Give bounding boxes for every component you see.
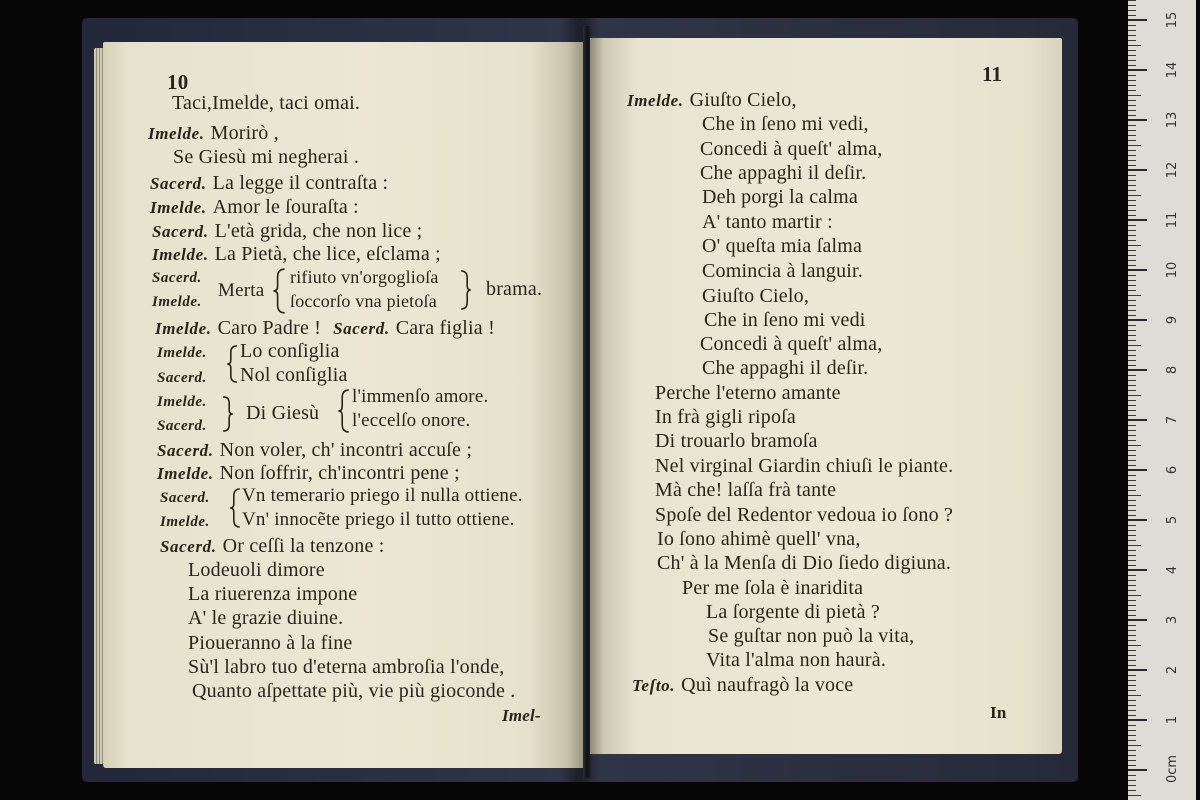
line-text: Che in ſeno mi vedi, xyxy=(702,113,869,135)
line-text: Concedi à queſt' alma, xyxy=(700,138,883,160)
line-text: Se Giesù mi negherai . xyxy=(173,146,360,168)
brace-option: Vn' innocẽte priego il tutto ottiene. xyxy=(242,509,515,530)
brace-tail-text: brama. xyxy=(486,278,543,300)
text-line xyxy=(188,558,325,582)
text-line xyxy=(702,356,868,380)
ruler-label: 11 xyxy=(1165,211,1180,229)
text-line xyxy=(700,161,866,185)
text-line xyxy=(700,332,882,356)
ruler-label: 1 xyxy=(1165,715,1180,725)
brace-close xyxy=(222,396,234,432)
speaker-name: Sacerd. xyxy=(157,441,214,460)
text-line xyxy=(152,242,441,267)
line-text: La riuerenza impone xyxy=(188,583,358,605)
ruler-label: 9 xyxy=(1165,315,1180,325)
text-line xyxy=(702,234,862,258)
text-line xyxy=(700,137,882,161)
line-text: Giuſto Cielo, xyxy=(702,285,810,307)
text-line xyxy=(655,429,818,453)
ruler-label: 2 xyxy=(1165,665,1180,675)
speaker-name: Sacerd. xyxy=(152,270,202,286)
line-text: Sù'l labro tuo d'eterna ambroſia l'onde, xyxy=(188,656,505,678)
line-text: Or ceſſi la tenzone : xyxy=(222,535,385,557)
speaker-name: Sacerd. xyxy=(150,174,207,193)
speaker-name: Sacerd. xyxy=(333,319,390,338)
line-text: La Pietà, che lice, eſclama ; xyxy=(214,243,441,265)
brace-option: Lo conſiglia xyxy=(240,340,340,362)
speaker-name: Sacerd. xyxy=(160,537,217,556)
speaker-name: Imelde. xyxy=(157,394,207,410)
speaker-name: Imelde. xyxy=(155,319,212,338)
text-line xyxy=(702,185,858,209)
line-text: Spoſe del Redentor vedoua io ſono ? xyxy=(655,504,954,526)
ruler-label: 8 xyxy=(1165,365,1180,375)
speaker-name: Sacerd. xyxy=(160,490,210,506)
speaker-name: Imelde. xyxy=(152,245,209,264)
speaker-name: Imelde. xyxy=(150,198,207,217)
text-line xyxy=(192,679,515,703)
text-line xyxy=(157,438,472,463)
ruler-label: 4 xyxy=(1165,565,1180,575)
speaker-name: Imelde. xyxy=(157,345,207,361)
line-text: Quì naufragò la voce xyxy=(681,674,854,696)
text-line xyxy=(708,624,914,648)
brace-close xyxy=(460,270,472,310)
line-text: Ch' à la Menſa di Dio ſiedo digiuna. xyxy=(657,552,952,574)
brace-option: ſoccorſo vna pietoſa xyxy=(290,291,437,311)
text-line xyxy=(706,600,880,624)
text-line xyxy=(188,606,343,630)
line-text: Cara figlia ! xyxy=(395,317,495,339)
line-text: Che in ſeno mi vedi xyxy=(704,309,866,331)
text-line xyxy=(152,219,422,244)
line-text: Di trouarlo bramoſa xyxy=(655,430,818,452)
text-line xyxy=(188,631,353,655)
line-text: Lodeuoli dimore xyxy=(188,559,325,581)
line-text: Taci,Imelde, taci omai. xyxy=(172,92,361,114)
line-text: Pioueranno à la fine xyxy=(188,632,353,654)
text-line xyxy=(150,171,388,196)
speaker-name: Sacerd. xyxy=(152,222,209,241)
brace-option: l'immenſo amore. xyxy=(352,386,489,407)
catchword: Imel- xyxy=(502,706,541,725)
text-line xyxy=(702,259,863,283)
speaker-name: Sacerd. xyxy=(157,418,207,434)
brace-open xyxy=(226,345,238,383)
line-text: Caro Padre ! xyxy=(217,317,322,339)
ruler-label: 5 xyxy=(1165,515,1180,525)
brace-option: l'eccelſo onore. xyxy=(352,410,471,431)
line-text: Vita l'alma non haurà. xyxy=(706,649,887,671)
brace-option: Vn temerario priego il nulla ottiene. xyxy=(242,485,523,506)
page-number: 11 xyxy=(982,62,1003,86)
brace-open xyxy=(337,389,350,433)
text-line xyxy=(655,381,841,405)
ruler-label: 15 xyxy=(1165,11,1180,29)
line-text: Nel virginal Giardin chiuſi le piante. xyxy=(655,455,954,477)
ruler-label: 0cm xyxy=(1165,754,1180,784)
measuring-ruler xyxy=(1128,0,1196,800)
line-text: Che appaghi il deſir. xyxy=(702,357,869,379)
line-text: Io ſono ahimè quell' vna, xyxy=(657,528,861,550)
line-text: A' le grazie diuine. xyxy=(188,607,344,629)
text-line xyxy=(657,551,951,575)
text-line xyxy=(655,405,796,429)
ruler-label: 13 xyxy=(1165,111,1180,129)
line-text: Comincia à languir. xyxy=(702,260,863,282)
line-text: L'età grida, che non lice ; xyxy=(214,220,423,242)
line-text: Giuſto Cielo, xyxy=(689,89,797,111)
text-line xyxy=(188,582,357,606)
line-text: O' queſta mia ſalma xyxy=(702,235,863,257)
line-text: Concedi à queſt' alma, xyxy=(700,333,883,355)
page-number: 10 xyxy=(167,70,189,94)
text-line xyxy=(702,112,869,136)
ruler-label: 10 xyxy=(1165,261,1180,279)
brace-open xyxy=(272,268,286,314)
brace-option: rifiuto vn'orgoglioſa xyxy=(290,267,439,287)
text-line xyxy=(148,121,279,146)
text-line xyxy=(682,576,863,600)
speaker-name: Imelde. xyxy=(148,124,205,143)
text-line xyxy=(188,655,505,679)
speaker-name: Imelde. xyxy=(157,464,214,483)
text-line xyxy=(702,284,809,308)
line-text: La legge il contraſta : xyxy=(212,172,389,194)
text-line xyxy=(172,91,360,115)
line-text: In frà gigli ripoſa xyxy=(655,406,796,428)
speaker-name: Sacerd. xyxy=(157,370,207,386)
catchword: In xyxy=(990,703,1007,722)
ruler-cm-ticks xyxy=(1128,0,1147,800)
line-text: Amor le ſouraſta : xyxy=(212,196,359,218)
ruler-label: 6 xyxy=(1165,465,1180,475)
line-text: Perche l'eterno amante xyxy=(655,382,841,404)
brace-open xyxy=(229,488,241,528)
line-text: Che appaghi il deſir. xyxy=(700,162,867,184)
text-line xyxy=(155,316,495,341)
text-line xyxy=(173,145,359,169)
brace-lead-text: Merta xyxy=(218,280,265,301)
text-line xyxy=(627,88,797,113)
text-line xyxy=(655,478,836,502)
brace-lead-text: Di Giesù xyxy=(246,402,320,424)
text-line xyxy=(704,308,866,332)
text-line xyxy=(702,210,833,234)
text-line xyxy=(160,534,385,559)
line-text: Morirò , xyxy=(210,122,279,144)
line-text: Deh porgi la calma xyxy=(702,186,858,208)
line-text: Mà che! laſſa frà tante xyxy=(655,479,837,501)
text-line xyxy=(655,503,953,527)
ruler-label: 7 xyxy=(1165,415,1180,425)
speaker-name: Imelde. xyxy=(160,514,210,530)
text-line xyxy=(632,673,853,698)
line-text: Non voler, ch' incontri accuſe ; xyxy=(219,439,473,461)
text-line xyxy=(706,648,886,672)
line-text: Se guſtar non può la vita, xyxy=(708,625,915,647)
text-line xyxy=(150,195,359,220)
ruler-label: 12 xyxy=(1165,161,1180,179)
text-line xyxy=(655,454,953,478)
line-text: Non ſoffrir, ch'incontri pene ; xyxy=(219,462,460,484)
text-line xyxy=(657,527,861,551)
line-text: Per me ſola è inaridita xyxy=(682,577,864,599)
speaker-name: Teſto. xyxy=(632,676,676,695)
ruler-label: 14 xyxy=(1165,61,1180,79)
ruler-label: 3 xyxy=(1165,615,1180,625)
speaker-name: Imelde. xyxy=(152,294,202,310)
text-line xyxy=(157,461,460,486)
line-text: A' tanto martir : xyxy=(702,211,833,233)
line-text: Quanto aſpettate più, vie più gioconde . xyxy=(192,680,516,702)
line-text: La ſorgente di pietà ? xyxy=(706,601,880,623)
speaker-name: Imelde. xyxy=(627,91,684,110)
brace-option: Nol conſiglia xyxy=(240,364,348,386)
